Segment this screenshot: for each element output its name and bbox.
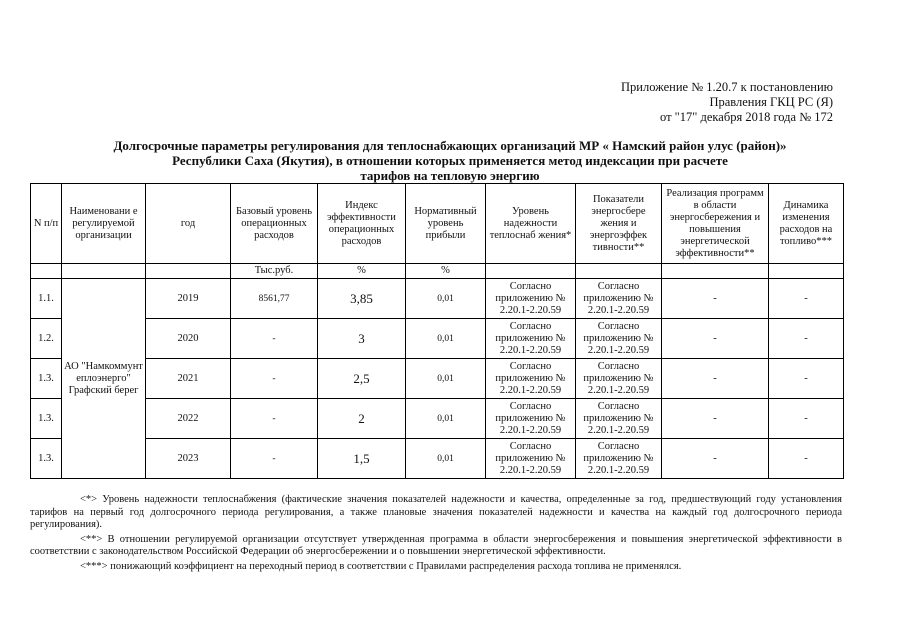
title-line-2: Республики Саха (Якутия), в отношении которых применяется метод индексации при расчете	[172, 153, 728, 168]
row-num: 1.3.	[31, 399, 62, 439]
row-num: 1.2.	[31, 319, 62, 359]
appendix-header	[621, 80, 833, 125]
header-fuel: Динамика изменения расходов на топливо***	[769, 184, 844, 264]
row-profit: 0,01	[406, 399, 486, 439]
table-header-row	[31, 184, 844, 264]
row-fuel: -	[769, 319, 844, 359]
footnote-fuel: <***> понижающий коэффициент на переходный период в соответствии с Правилами распределения расхода топлива не применялся.	[80, 560, 682, 572]
row-index: 2	[318, 399, 406, 439]
table-row	[31, 359, 844, 399]
header-programs: Реализация программ в области энергосбережения и повышения энергетической эффективности**	[662, 184, 769, 264]
header-reliability: Уровень надежности теплоснаб жения*	[486, 184, 576, 264]
row-year: 2023	[146, 439, 231, 479]
row-profit: 0,01	[406, 359, 486, 399]
table-row	[31, 399, 844, 439]
row-fuel: -	[769, 439, 844, 479]
row-energy: Согласно приложению № 2.20.1-2.20.59	[576, 319, 662, 359]
row-reliability: Согласно приложению № 2.20.1-2.20.59	[486, 319, 576, 359]
unit-base: Тыс.руб.	[231, 264, 318, 279]
row-profit: 0,01	[406, 319, 486, 359]
unit-profit: %	[406, 264, 486, 279]
footnotes	[30, 494, 842, 575]
row-programs: -	[662, 439, 769, 479]
appendix-line-1: Приложение № 1.20.7 к постановлению	[621, 80, 833, 94]
row-base: -	[231, 359, 318, 399]
document-title	[20, 138, 880, 183]
appendix-line-2: Правления ГКЦ РС (Я)	[709, 95, 833, 109]
row-index: 2,5	[318, 359, 406, 399]
row-reliability: Согласно приложению № 2.20.1-2.20.59	[486, 359, 576, 399]
row-fuel: -	[769, 279, 844, 319]
row-num: 1.1.	[31, 279, 62, 319]
row-num: 1.3.	[31, 439, 62, 479]
table-row	[31, 439, 844, 479]
row-energy: Согласно приложению № 2.20.1-2.20.59	[576, 279, 662, 319]
row-index: 3,85	[318, 279, 406, 319]
tariff-table	[30, 183, 844, 479]
row-programs: -	[662, 399, 769, 439]
row-year: 2021	[146, 359, 231, 399]
row-num: 1.3.	[31, 359, 62, 399]
header-index: Индекс эффективности операционных расходов	[318, 184, 406, 264]
org-name: АО "Намкоммунт еплоэнерго" Графский берег	[62, 279, 146, 479]
header-year: год	[146, 184, 231, 264]
row-year: 2022	[146, 399, 231, 439]
units-row	[31, 264, 844, 279]
row-base: -	[231, 439, 318, 479]
title-line-3: тарифов на тепловую энергию	[360, 168, 540, 183]
row-fuel: -	[769, 399, 844, 439]
row-year: 2020	[146, 319, 231, 359]
row-base: -	[231, 319, 318, 359]
row-year: 2019	[146, 279, 231, 319]
row-energy: Согласно приложению № 2.20.1-2.20.59	[576, 439, 662, 479]
table-row	[31, 319, 844, 359]
footnote-energy: <**> В отношении регулируемой организации отсутствует утвержденная программа в области энергосбережения и повышения энергетической эффективности в соответствии с законодательством Российской Федерации об энергосбережении и о повышении энергетической эффективности.	[30, 533, 842, 557]
header-org: Наименовани е регулируемой организации	[62, 184, 146, 264]
header-num: N п/п	[31, 184, 62, 264]
row-programs: -	[662, 279, 769, 319]
table-row	[31, 279, 844, 319]
appendix-line-3: от "17" декабря 2018 года № 172	[660, 110, 833, 124]
unit-index: %	[318, 264, 406, 279]
row-index: 3	[318, 319, 406, 359]
row-energy: Согласно приложению № 2.20.1-2.20.59	[576, 399, 662, 439]
footnote-reliability: <*> Уровень надежности теплоснабжения (фактические значения показателей надежности и качества, определенные за год, предшествующий году установления тарифов на первый год долгосрочного периода регулирования, а также плановые значения показателей надежности и качества на каждый год долгосрочного периода регулирования).	[30, 494, 842, 530]
row-programs: -	[662, 319, 769, 359]
title-line-1: Долгосрочные параметры регулирования для теплоснабжающих организаций МР « Намский район улус (район)»	[113, 138, 787, 153]
row-profit: 0,01	[406, 439, 486, 479]
row-reliability: Согласно приложению № 2.20.1-2.20.59	[486, 439, 576, 479]
row-fuel: -	[769, 359, 844, 399]
row-reliability: Согласно приложению № 2.20.1-2.20.59	[486, 279, 576, 319]
row-base: -	[231, 399, 318, 439]
header-base: Базовый уровень операционных расходов	[231, 184, 318, 264]
header-energy: Показатели энергосбере жения и энергоэффек тивности**	[576, 184, 662, 264]
row-energy: Согласно приложению № 2.20.1-2.20.59	[576, 359, 662, 399]
row-index: 1,5	[318, 439, 406, 479]
row-programs: -	[662, 359, 769, 399]
row-base: 8561,77	[231, 279, 318, 319]
header-profit: Нормативный уровень прибыли	[406, 184, 486, 264]
row-profit: 0,01	[406, 279, 486, 319]
row-reliability: Согласно приложению № 2.20.1-2.20.59	[486, 399, 576, 439]
